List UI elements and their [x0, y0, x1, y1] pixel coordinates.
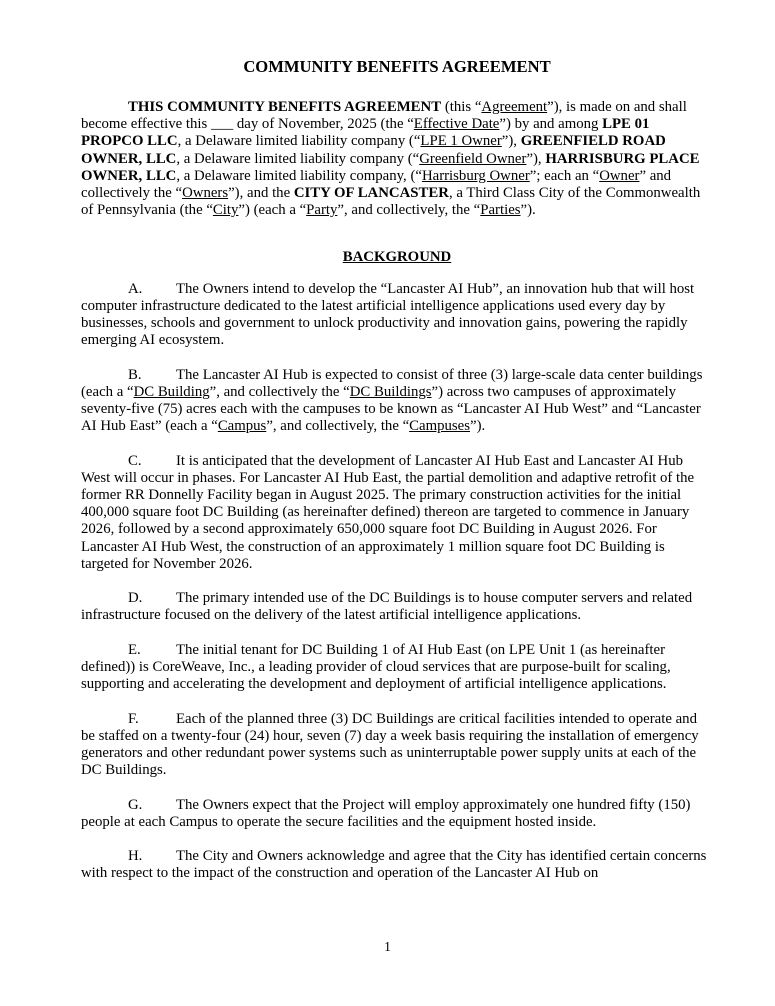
paragraph-text — [81, 453, 694, 572]
text-run: GREENFIELD ROAD OWNER, LLC — [81, 133, 666, 167]
text-run: The Lancaster AI Hub is expected to consist of three (3) large-scale data center buildings (each a “ — [81, 366, 703, 400]
text-run: ”) by and among — [499, 116, 603, 133]
text-run: City — [212, 202, 239, 219]
background-paragraph-b — [81, 367, 713, 436]
paragraph-label: G. — [128, 796, 143, 813]
page-number: 1 — [384, 939, 391, 954]
text-run: The Owners expect that the Project will employ approximately one hundred fifty (150) people at each Campus to operate the secure facilities and the equipment hosted inside. — [81, 796, 691, 830]
text-run: The initial tenant for DC Building 1 of AI Hub East (on LPE Unit 1 (as hereinafter defined)) is CoreWeave, Inc., a leading provider of cloud services that are purpose-built for scaling, supporting and accelerating the development and deployment of artificial intelligence applications. — [81, 641, 671, 693]
paragraph-label: D. — [128, 590, 143, 607]
text-run: ”, and collectively, the “ — [337, 202, 481, 219]
background-paragraph-g — [81, 797, 713, 831]
text-run: THIS COMMUNITY BENEFITS AGREEMENT — [128, 99, 442, 115]
text-run: ”), is made on and shall become effective this — [81, 99, 687, 133]
text-run: ”) (each a “ — [238, 202, 307, 219]
intro-paragraph-text — [81, 99, 700, 218]
text-run: ”). — [470, 418, 486, 435]
background-paragraph-h — [81, 848, 713, 882]
background-heading: BACKGROUND — [342, 249, 452, 266]
text-run: Owners — [182, 185, 229, 202]
text-run: DC Buildings — [349, 383, 432, 400]
text-run: Campuses — [409, 418, 470, 435]
text-run: The primary intended use of the DC Buildings is to house computer servers and related infrastructure focused on the delivery of the latest artificial intelligence applications. — [81, 590, 693, 624]
text-run: (this “ — [441, 99, 482, 115]
text-run: , a Third Class City of the Commonwealth of Pennsylvania (the “ — [81, 185, 701, 219]
text-run: , a Delaware limited liability company (“ — [177, 133, 421, 150]
text-run: , a Delaware limited liability company, (“ — [176, 167, 422, 184]
text-run: , a Delaware limited liability company (“ — [176, 150, 420, 167]
text-run: Owner — [599, 167, 640, 184]
background-paragraph-c — [81, 453, 713, 573]
paragraph-label: A. — [128, 280, 143, 297]
text-run: Harrisburg Owner — [421, 167, 530, 184]
paragraph-label: E. — [128, 641, 141, 658]
text-run: ”, and collectively, the “ — [266, 418, 410, 435]
text-run: ”), — [526, 150, 546, 167]
text-run: ___ — [210, 116, 234, 133]
text-run: Parties — [480, 202, 521, 219]
paragraph-label: F. — [128, 710, 139, 727]
text-run: LPE 1 Owner — [420, 133, 502, 150]
text-run: ” and collectively the “ — [81, 167, 672, 202]
text-run: ”), — [501, 133, 521, 150]
paragraph-label: H. — [128, 848, 143, 865]
paragraph-label: C. — [128, 452, 142, 469]
text-run: Each of the planned three (3) DC Buildings are critical facilities intended to operate and be staffed on a twenty-four (24) hour, seven (7) day a week basis requiring the installation of emergency generators and other redundant power systems such as uninterruptable power supply units at each of the DC Buildings. — [81, 710, 699, 779]
text-run: The City and Owners acknowledge and agree that the City has identified certain concerns with respect to the impact of the construction and operation of the Lancaster AI Hub on — [81, 848, 707, 882]
text-run: ”; each an “ — [529, 167, 600, 184]
text-run: ”). — [520, 202, 536, 219]
background-paragraph-f — [81, 711, 713, 780]
text-run: Party — [306, 202, 338, 219]
text-run: HARRISBURG PLACE OWNER, LLC — [81, 150, 700, 184]
background-paragraph-a — [81, 281, 713, 350]
document-title: COMMUNITY BENEFITS AGREEMENT — [243, 57, 551, 76]
text-run: day of November, 2025 (the “ — [233, 116, 414, 133]
text-run: Campus — [217, 418, 267, 435]
background-paragraph-d — [81, 590, 713, 624]
text-run: ”), and the — [228, 185, 294, 202]
text-run: CITY OF LANCASTER — [293, 185, 449, 202]
text-run: DC Building — [133, 383, 210, 400]
text-run: ”, and collectively the “ — [209, 383, 350, 400]
background-paragraph-e — [81, 642, 713, 694]
text-run: Agreement — [481, 99, 548, 115]
text-run: The Owners intend to develop the “Lancaster AI Hub”, an innovation hub that will host computer infrastructure dedicated to the latest artificial intelligence applications used every day by businesses, schools and government to unlock productivity and innovation gains, powering the rapidly emerging AI ecosystem. — [81, 280, 695, 349]
text-run: Greenfield Owner — [419, 150, 527, 167]
text-run: ”) across two campuses of approximately seventy-five (75) acres each with the campuses to be known as “Lancaster AI Hub West” and “Lancaster AI Hub East” (each a “ — [81, 383, 701, 435]
paragraph-label: B. — [128, 366, 142, 383]
text-run: It is anticipated that the development of Lancaster AI Hub East and Lancaster AI Hub West will occur in phases. For Lancaster AI Hub East, the partial demolition and adaptive retrofit of the former RR Donnelly Facility began in August 2025. The primary construction activities for the initial 400,000 square foot DC Building (as hereinafter defined) thereon are targeted to commence in January 2026, followed by a second approximately 650,000 square foot DC Building in August 2026. For Lancaster AI Hub West, the construction of an approximately 1 million square foot DC Building is targeted for November 2026. — [81, 452, 695, 572]
text-run: Effective Date — [413, 116, 500, 133]
text-run: LPE 01 PROPCO LLC — [81, 116, 650, 150]
intro-paragraph — [81, 99, 713, 219]
